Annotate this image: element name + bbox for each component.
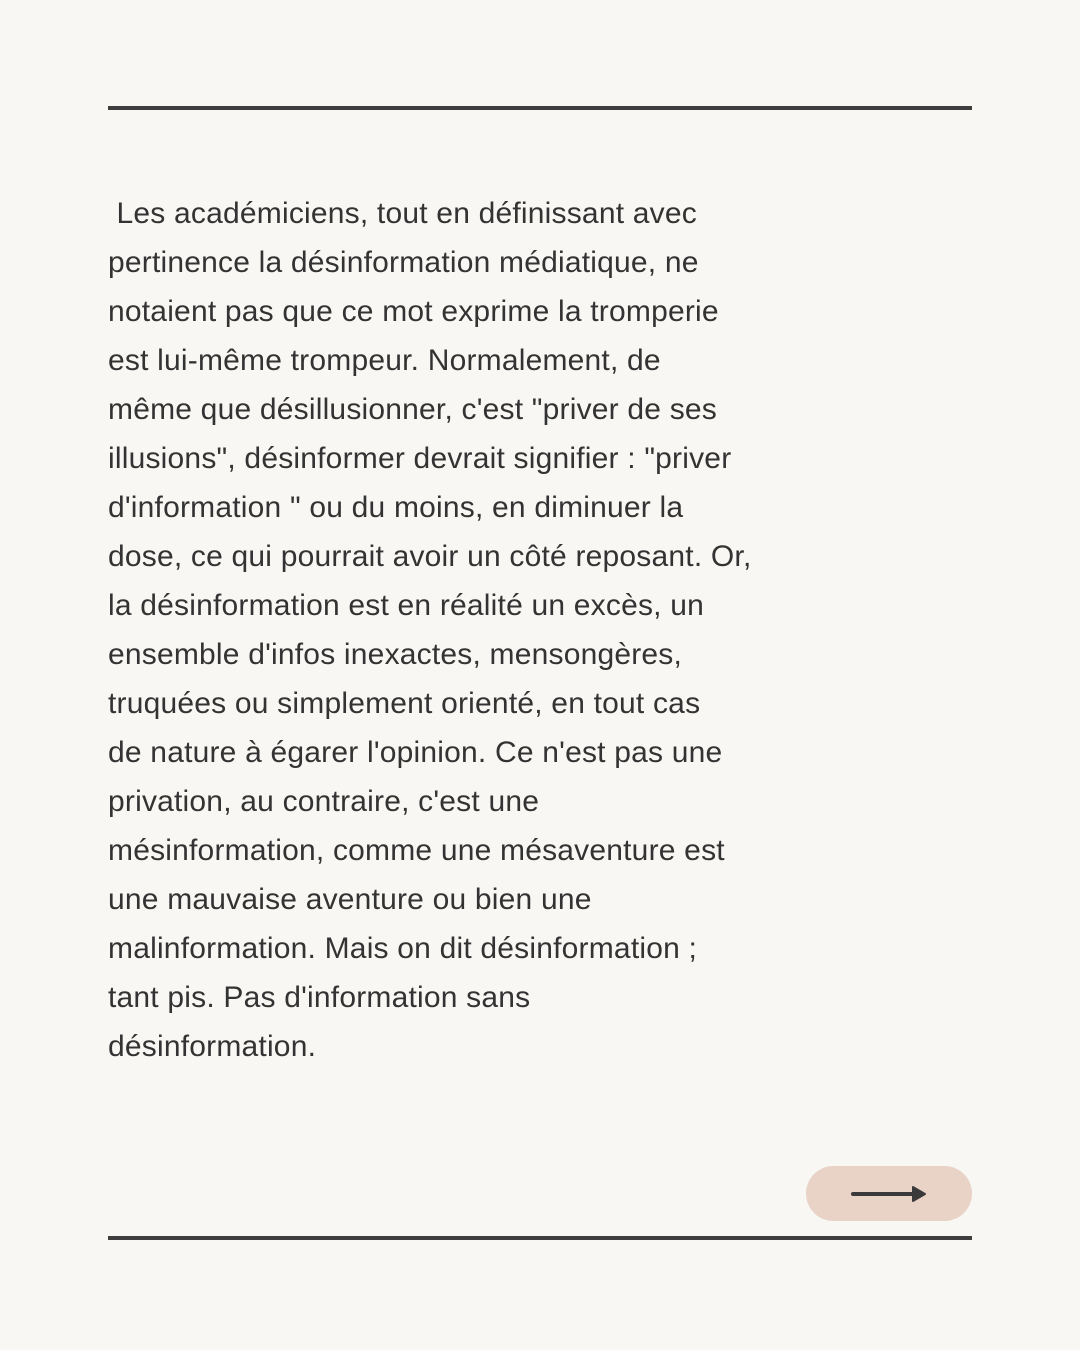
text-line: dose, ce qui pourrait avoir un côté reposant. Or, bbox=[108, 540, 752, 573]
text-line: une mauvaise aventure ou bien une bbox=[108, 883, 592, 916]
text-line: truquées ou simplement orienté, en tout cas bbox=[108, 687, 701, 720]
text-line: est lui-même trompeur. Normalement, de bbox=[108, 344, 661, 377]
text-line: même que désillusionner, c'est "priver de ses bbox=[108, 393, 717, 426]
arrow-right-icon bbox=[849, 1184, 929, 1204]
text-line: privation, au contraire, c'est une bbox=[108, 785, 540, 818]
text-line: notaient pas que ce mot exprime la tromperie bbox=[108, 295, 719, 328]
text-line: malinformation. Mais on dit désinformation ; bbox=[108, 932, 698, 965]
top-divider bbox=[108, 106, 972, 110]
text-line: désinformation. bbox=[108, 1030, 317, 1063]
bottom-divider bbox=[108, 1236, 972, 1240]
text-line: mésinformation, comme une mésaventure est bbox=[108, 834, 725, 867]
text-line: illusions", désinformer devrait signifier : "priver bbox=[108, 442, 732, 475]
text-line: Les académiciens, tout en définissant avec bbox=[108, 197, 697, 230]
text-line: ensemble d'infos inexactes, mensongères, bbox=[108, 638, 683, 671]
text-line: de nature à égarer l'opinion. Ce n'est pas une bbox=[108, 736, 723, 769]
next-button[interactable] bbox=[806, 1166, 972, 1221]
text-line: la désinformation est en réalité un excès, un bbox=[108, 589, 705, 622]
text-line: pertinence la désinformation médiatique, ne bbox=[108, 246, 699, 279]
text-line: d'information " ou du moins, en diminuer la bbox=[108, 491, 684, 524]
text-line: tant pis. Pas d'information sans bbox=[108, 981, 531, 1014]
body-paragraph bbox=[108, 189, 948, 1071]
